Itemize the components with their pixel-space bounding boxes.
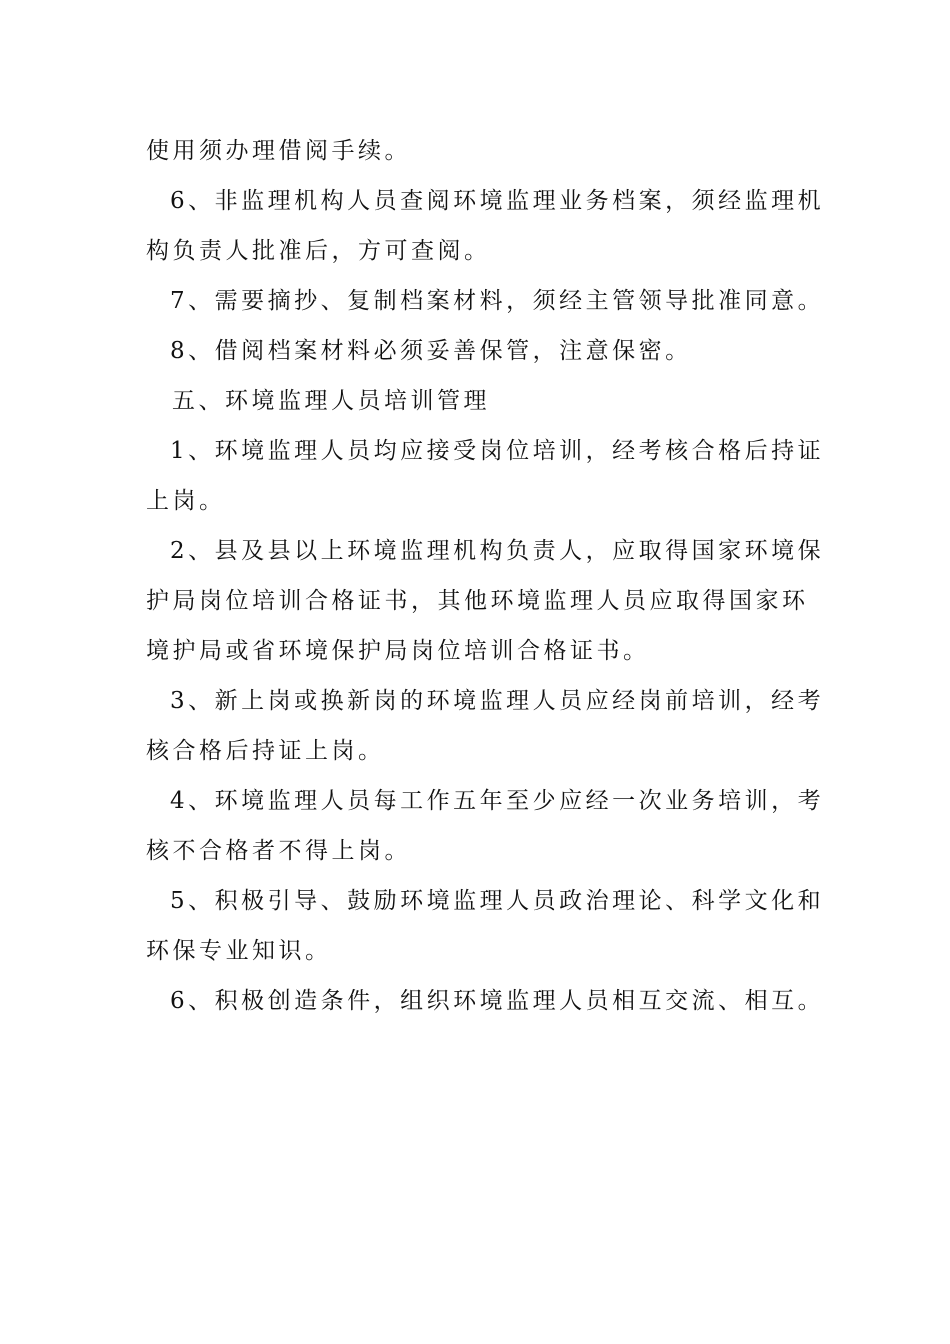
paragraph-line: 8、借阅档案材料必须妥善保管，注意保密。 (170, 338, 692, 364)
paragraph-line: 护局岗位培训合格证书，其他环境监理人员应取得国家环 (146, 588, 809, 614)
paragraph-line: 6、非监理机构人员查阅环境监理业务档案，须经监理机 (170, 188, 825, 214)
paragraph-line: 6、积极创造条件，组织环境监理人员相互交流、相互。 (170, 988, 825, 1014)
section-heading: 五、环境监理人员培训管理 (172, 388, 490, 414)
paragraph-line: 核不合格者不得上岗。 (146, 838, 411, 864)
paragraph-line: 2、县及县以上环境监理机构负责人，应取得国家环境保 (170, 538, 825, 564)
paragraph-line: 使用须办理借阅手续。 (146, 138, 411, 164)
paragraph-line: 5、积极引导、鼓励环境监理人员政治理论、科学文化和 (170, 888, 825, 914)
document-body (146, 126, 825, 1026)
paragraph-line: 3、新上岗或换新岗的环境监理人员应经岗前培训，经考 (170, 688, 825, 714)
paragraph-line: 境护局或省环境保护局岗位培训合格证书。 (146, 638, 650, 664)
paragraph-line: 4、环境监理人员每工作五年至少应经一次业务培训，考 (170, 788, 825, 814)
paragraph-line: 上岗。 (146, 488, 226, 514)
paragraph-line: 环保专业知识。 (146, 938, 332, 964)
paragraph-line: 1、环境监理人员均应接受岗位培训，经考核合格后持证 (170, 438, 825, 464)
paragraph-line: 核合格后持证上岗。 (146, 738, 385, 764)
paragraph-line: 7、需要摘抄、复制档案材料，须经主管领导批准同意。 (170, 288, 825, 314)
paragraph-line: 构负责人批准后，方可查阅。 (146, 238, 491, 264)
